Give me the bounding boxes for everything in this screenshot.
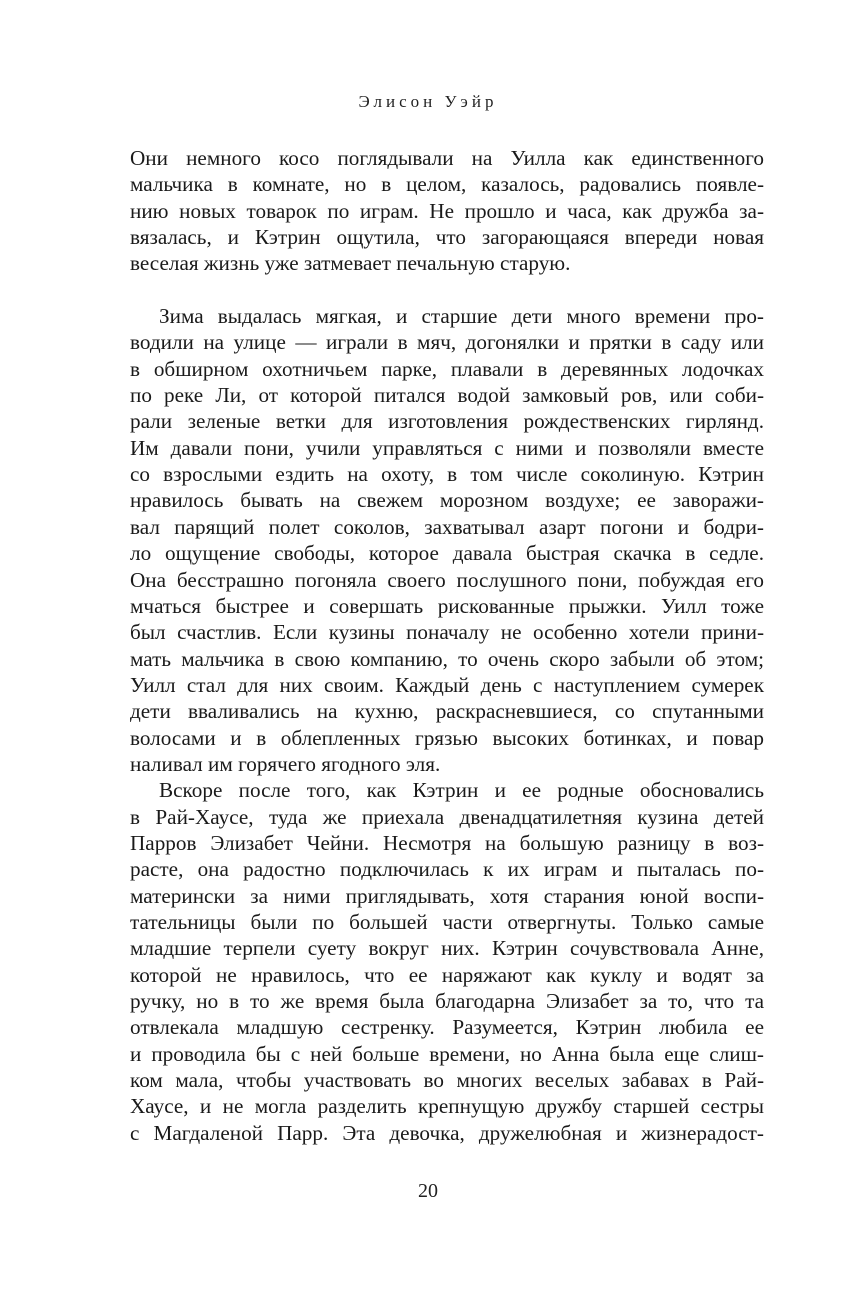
text-line: расте, она радостно подключилась к их играм и пыталась по- [130,857,764,882]
text-line: Зима выдалась мягкая, и старшие дети много времени про- [159,304,764,329]
page-number: 20 [418,1180,438,1202]
text-line: ком мала, чтобы участвовать во многих веселых забавах в Рай- [130,1068,764,1093]
text-line: Она бесстрашно погоняла своего послушного пони, побуждая его [130,567,764,592]
text-line: нравилось бывать на свежем морозном воздухе; ее заворажи- [130,488,764,513]
text-line: дети вваливались на кухню, раскрасневшиеся, со спутанными [130,699,764,724]
text-line: матерински за ними приглядывать, хотя старания юной воспи- [130,883,764,908]
text-line: волосами и в облепленных грязью высоких ботинках, и повар [130,725,764,750]
text-line: в обширном охотничьем парке, плавали в деревянных лодочках [130,356,764,381]
text-line: ручку, но в то же время была благодарна Элизабет за то, что та [130,989,764,1013]
text-line: мчаться быстрее и совершать рискованные прыжки. Уилл тоже [130,593,764,618]
text-line: Вскоре после того, как Кэтрин и ее родные обосновались [159,778,764,803]
text-line: водили на улице — играли в мяч, догонялки и прятки в саду или [130,330,764,355]
text-line: нию новых товарок по играм. Не прошло и часа, как дружба за- [130,198,764,223]
text-line: мать мальчика в свою компанию, то очень скоро забыли об этом; [130,646,764,671]
section-break [130,277,764,303]
text-line: в Рай-Хаусе, туда же приехала двенадцатилетняя кузина детей [130,804,764,829]
text-line: мальчика в комнате, но в целом, казалось, радовались появле- [130,172,764,197]
text-line: по реке Ли, от которой питался водой замковый ров, или соби- [130,383,764,408]
text-line: наливал им горячего ягодного эля. [130,751,441,776]
text-line: вал парящий полет соколов, захватывал азарт погони и бодри- [130,514,764,539]
text-line: Уилл стал для них своим. Каждый день с наступлением сумерек [130,672,764,697]
text-line: отвлекала младшую сестренку. Разумеется, Кэтрин любила ее [130,1015,764,1040]
text-line: веселая жизнь уже затмевает печальную старую. [130,251,571,276]
body-text [130,145,764,1146]
text-line: тательницы были по большей части отвергнуты. Только самые [130,909,764,934]
text-line: Парров Элизабет Чейни. Несмотря на большую разницу в воз- [130,830,764,855]
text-line: младшие терпели суету вокруг них. Кэтрин сочувствовала Анне, [130,936,764,961]
paragraph-1 [130,145,764,277]
text-line: был счастлив. Если кузины поначалу не особенно хотели прини- [130,620,764,645]
text-line: которой не нравилось, что ее наряжают как куклу и водят за [130,962,764,987]
text-line: Они немного косо поглядывали на Уилла как единственного [130,146,764,170]
running-head: Элисон Уэйр [358,92,498,111]
text-line: ло ощущение свободы, которое давала быстрая скачка в седле. [130,541,764,566]
text-line: Хаусе, и не могла разделить крепнущую дружбу старшей сестры [130,1094,764,1119]
paragraph-3 [130,777,764,1146]
text-line: рали зеленые ветки для изготовления рождественских гирлянд. [130,409,764,434]
text-line: и проводила бы с ней больше времени, но Анна была еще слиш- [130,1041,764,1066]
text-line: Им давали пони, учили управляться с ними и позволяли вместе [130,435,764,460]
text-line: вязалась, и Кэтрин ощутила, что загорающаяся впереди новая [130,225,764,250]
text-line: со взрослыми ездить на охоту, в том числе соколиную. Кэтрин [130,462,764,487]
paragraph-2 [130,303,764,777]
text-line: с Магдаленой Парр. Эта девочка, дружелюбная и жизнерадост- [130,1120,764,1145]
